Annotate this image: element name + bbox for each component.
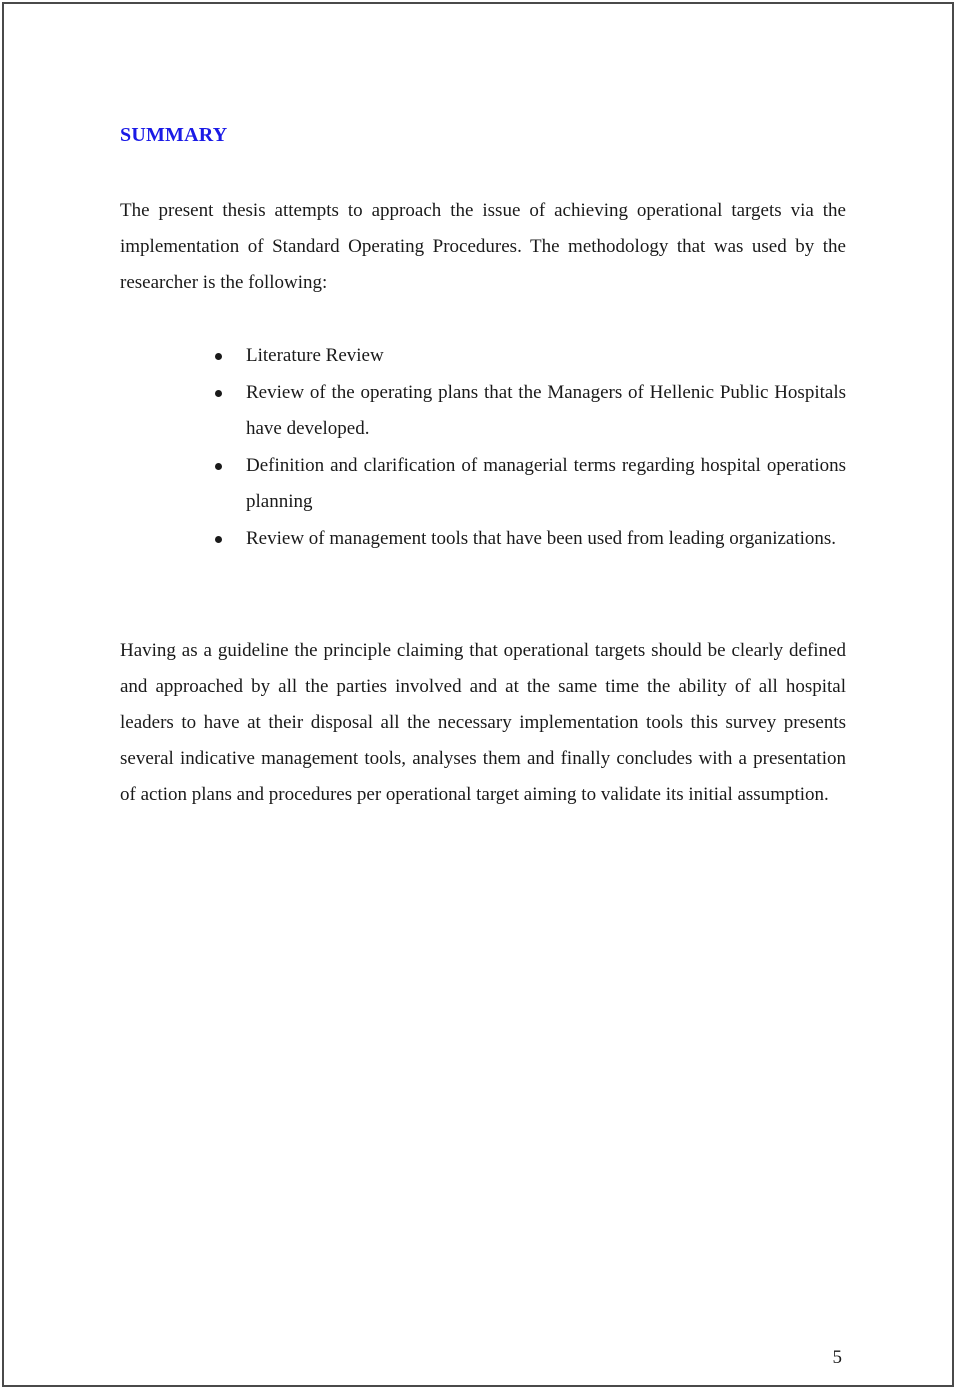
page-number: 5: [832, 1347, 842, 1368]
list-item-text: Definition and clarification of managerial terms regarding hospital operations planning: [246, 454, 846, 512]
list-item-text: Review of the operating plans that the Managers of Hellenic Public Hospitals have developed.: [246, 381, 846, 439]
summary-heading: SUMMARY: [120, 124, 228, 146]
closing-paragraph: Having as a guideline the principle claiming that operational targets should be clearly defined and approached by all the parties involved and at the same time the ability of all hospital leaders to have at their disposal all the necessary implementation tools this survey presents several indicative management tools, analyses them and finally concludes with a presentation of action plans and procedures per operational target aiming to validate its initial assumption.: [120, 640, 846, 805]
bullet-icon: [215, 536, 222, 543]
list-item: [120, 338, 846, 375]
list-item-text: Literature Review: [246, 345, 384, 366]
list-item: [120, 448, 846, 521]
bullet-icon: [215, 463, 222, 470]
bullet-icon: [215, 390, 222, 397]
methodology-list: [120, 338, 846, 557]
document-page: [2, 2, 954, 1387]
list-item-text: Review of management tools that have been used from leading organizations.: [246, 527, 837, 549]
list-item: [120, 521, 846, 558]
list-item: [120, 375, 846, 448]
intro-paragraph: The present thesis attempts to approach the issue of achieving operational targets via the implementation of Standard Operating Procedures. The methodology that was used by the researcher is the following:: [120, 200, 846, 293]
bullet-icon: [215, 353, 222, 360]
